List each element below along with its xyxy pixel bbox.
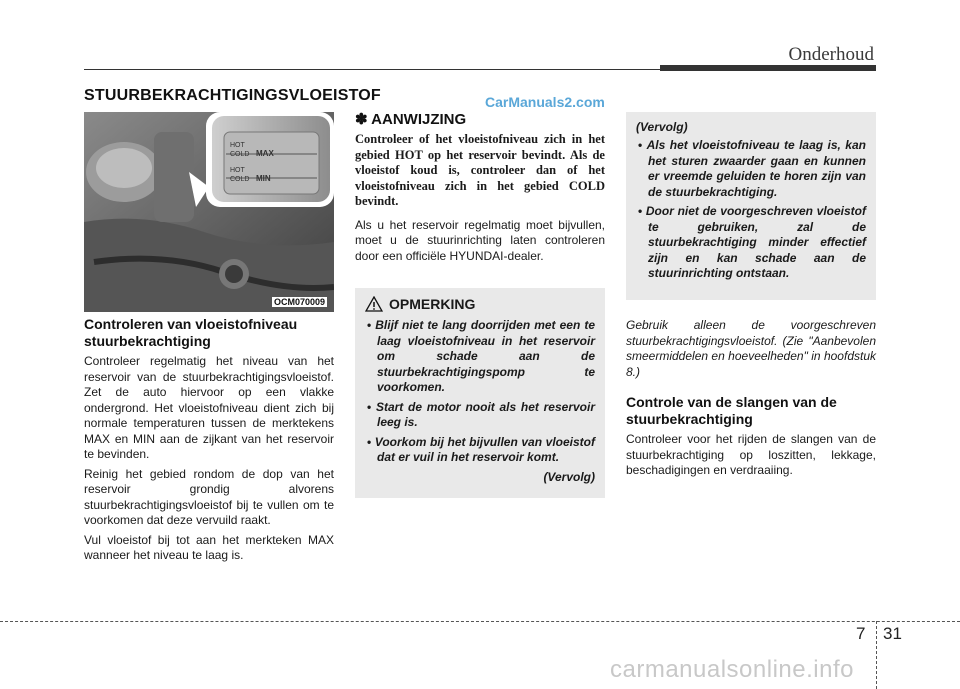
page-number: 31 bbox=[883, 624, 902, 643]
vervolg-list bbox=[636, 138, 866, 282]
note-text: Als u het reservoir regelmatig moet bijvullen, moet u de stuurinrichting laten controleren door een officiële HYUNDAI-dealer. bbox=[355, 217, 605, 263]
watermark-top: CarManuals2.com bbox=[485, 94, 605, 110]
footer-divider bbox=[876, 621, 877, 689]
list-item: • Blijf niet te lang doorrijden met een te laag vloeistofniveau in het reservoir om schade aan de stuurbekrachtigingspomp te voorkomen. bbox=[365, 318, 595, 396]
fluid-advice: Gebruik alleen de voorgeschreven stuurbekrachtigingsvloeistof. (Zie "Aanbevolen smeermiddelen en hoeveelheden" in hoofdstuk 8.) bbox=[626, 318, 876, 379]
paragraph: Vul vloeistof bij tot aan het merkteken MAX wanneer het niveau te laag is. bbox=[84, 532, 334, 562]
hoses-text: Controleer voor het rijden de slangen van de stuurbekrachtiging op loszitten, lekkage, beschadigingen en verdraaiing. bbox=[626, 432, 876, 477]
footer-rule bbox=[0, 621, 960, 622]
header-rule bbox=[84, 69, 664, 70]
note-heading: ✽ AANWIJZING bbox=[355, 111, 467, 128]
header-rule-accent bbox=[660, 65, 876, 71]
column-1 bbox=[84, 316, 334, 568]
opmerking-header bbox=[365, 296, 595, 312]
opmerking-heading: OPMERKING bbox=[389, 296, 476, 312]
watermark-bottom: carmanualsonline.info bbox=[610, 656, 854, 683]
list-item: • Voorkom bij het bijvullen van vloeistof dat er vuil in het reservoir komt. bbox=[365, 435, 595, 466]
photo-code: OCM070009 bbox=[274, 297, 326, 307]
list-item: • Start de motor nooit als het reservoir leeg is. bbox=[365, 400, 595, 431]
label-min: MIN bbox=[256, 174, 271, 183]
label-hot-upper: HOT bbox=[230, 142, 245, 149]
list-item: • Door niet de voorgeschreven vloeistof te gebruiken, zal de stuurbekrachtiging minder effectief zijn en kan schade aan de stuurinrichting ontstaan. bbox=[636, 204, 866, 282]
paragraph: Reinig het gebied rondom de dop van het reservoir grondig alvorens stuurbekrachtigingsvloeistof bij te vullen om te voorkomen dat deze vervuild raakt. bbox=[84, 466, 334, 527]
section-title: STUURBEKRACHTIGINGSVLOEISTOF bbox=[84, 87, 381, 104]
paragraph: Controleer regelmatig het niveau van het reservoir van de stuurbekrachtigingsvloeistof. Zet de auto hiervoor op een vlakke ondergrond. Het vloeistofniveau dient zich bij normale temperaturen tussen de merktekens MAX en MIN aan de zijkant van het reservoir te bevinden. bbox=[84, 354, 334, 461]
label-cold-lower: COLD bbox=[230, 176, 250, 183]
label-cold-upper: COLD bbox=[230, 151, 250, 158]
warning-triangle-icon bbox=[365, 296, 383, 312]
label-max: MAX bbox=[256, 149, 274, 158]
chapter-number: 7 bbox=[856, 624, 866, 643]
opmerking-box bbox=[355, 288, 605, 498]
subhead-hoses: Controle van de slangen van de stuurbekrachtiging bbox=[626, 394, 837, 427]
subhead-check-level: Controleren van vloeistofniveau stuurbekrachtiging bbox=[84, 316, 298, 349]
label-hot-lower: HOT bbox=[230, 167, 245, 174]
vervolg-heading: (Vervolg) bbox=[636, 120, 688, 134]
continued-label: (Vervolg) bbox=[543, 469, 595, 484]
note-bold-text: Controleer of het vloeistofniveau zich in het gebied HOT op het reservoir bevindt. Als de vloeistof koud is, controleer dan of het vloeistofniveau zich in het gebied COLD bevindt. bbox=[355, 132, 605, 208]
reservoir-photo bbox=[84, 112, 334, 312]
column-2 bbox=[355, 110, 605, 268]
column-3 bbox=[626, 318, 876, 483]
list-item: • Als het vloeistofniveau te laag is, kan het sturen zwaarder gaan en kunnen er vreemde geluiden te horen zijn van de stuurbekrachtiging. bbox=[636, 138, 866, 200]
vervolg-box bbox=[626, 112, 876, 300]
chapter-title: Onderhoud bbox=[788, 44, 874, 65]
opmerking-list bbox=[365, 318, 595, 466]
